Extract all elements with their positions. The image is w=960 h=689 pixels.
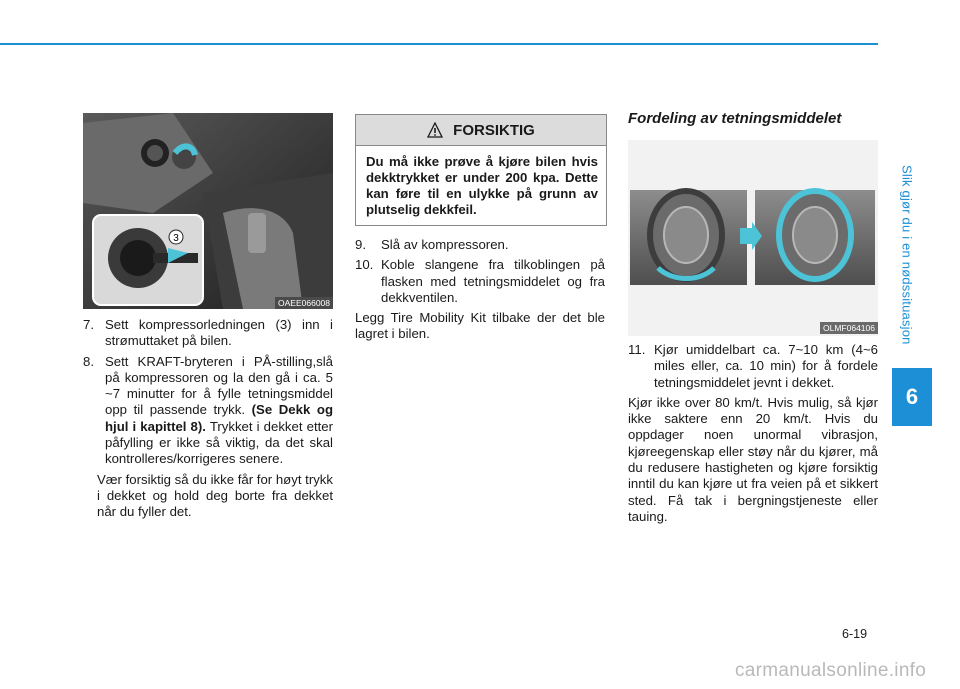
figure-code-left: OAEE066008 <box>275 297 333 309</box>
step-7: 7. Sett kompressorledningen (3) inn i strømuttaket på bilen. <box>83 317 333 349</box>
step-11: 11. Kjør umiddelbart ca. 7~10 km (4~6 miles eller, ca. 10 min) for å fordele tetningsmiddelet jevnt i dekket. <box>628 342 878 390</box>
right-paragraph: Kjør ikke over 80 km/t. Hvis mulig, så kjør ikke saktere enn 20 km/t. Hvis du oppdager noen unormal vibrasjon, kjøreegenskap eller støy når du kjører, må du redusere hastigheten og kjøre forsiktig inntil du kan kjøre ut fra veien på et sikkert sted. Få tak i bergningstjeneste eller tauing. <box>628 394 878 524</box>
left-column <box>83 317 333 527</box>
callout-3: 3 <box>173 233 179 244</box>
middle-paragraph: Legg Tire Mobility Kit tilbake der det ble lagret i bilen. <box>355 310 605 342</box>
middle-column <box>355 237 605 349</box>
chapter-title: Slik gjør du i en nødssituasjon <box>899 165 915 345</box>
warning-icon <box>427 122 443 138</box>
right-column <box>628 342 878 531</box>
page-number: 6-19 <box>842 627 868 641</box>
caution-title: FORSIKTIG <box>453 121 535 139</box>
header-rule <box>0 43 878 45</box>
note-paragraph: Vær forsiktig så du ikke får for høyt trykk i dekket og hold deg borte fra dekket når du fyller det. <box>97 471 333 520</box>
figure-tire-sealant <box>628 140 878 336</box>
watermark: carmanualsonline.info <box>735 660 927 681</box>
step-10: 10. Koble slangene fra tilkoblingen på flasken med tetningsmiddelet og fra dekkventilen. <box>355 257 605 305</box>
section-heading: Fordeling av tetningsmiddelet <box>628 110 842 127</box>
figure-code-right: OLMF064106 <box>820 322 878 334</box>
chapter-tab: 6 <box>892 368 932 426</box>
caution-header <box>356 115 606 146</box>
figure-tire-illustration <box>628 140 878 336</box>
figure-compressor-plug-illustration <box>83 113 333 309</box>
figure-compressor-plug <box>83 113 333 309</box>
caution-text: Du må ikke prøve å kjøre bilen hvis dekktrykket er under 200 kpa. Dette kan føre til en ulykke på grunn av plutselig dekkfeil. <box>366 154 598 217</box>
caution-box <box>355 114 607 226</box>
cross-reference: (Se Dekk og hjul i kapittel 8). <box>105 402 333 434</box>
step-8: 8. Sett KRAFT-bryteren i PÅ-stilling,slå på kompressoren og la den gå i ca. 5 ~7 minutter for å fylle tetningsmiddel opp til passende trykk. (Se Dekk og hjul i kapittel 8). Trykket i dekket etter påfylling er ikke så viktig, da det skal kontrolleres/korrigeres senere. <box>83 353 333 467</box>
step-9: 9. Slå av kompressoren. <box>355 237 509 252</box>
